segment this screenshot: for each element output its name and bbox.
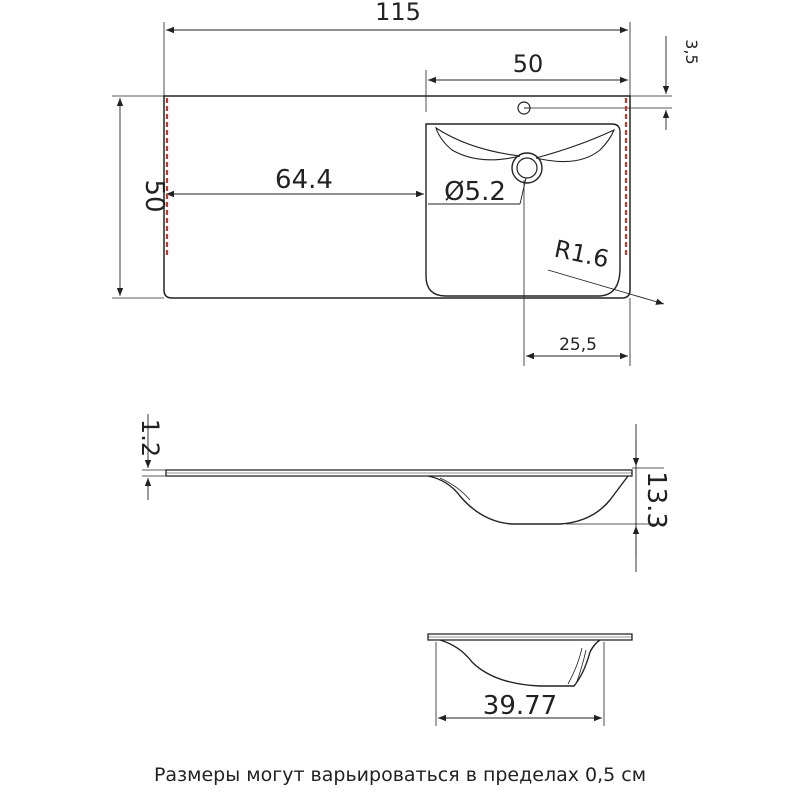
dim-bowl-width: 50 bbox=[512, 50, 544, 78]
front-bowl-profile bbox=[440, 640, 600, 686]
dim-bowl-side-width: 39.77 bbox=[482, 691, 558, 721]
dim-left-shelf: 64.4 bbox=[275, 165, 333, 195]
dim-corner-radius: R1.6 bbox=[551, 234, 612, 274]
drain-inner bbox=[517, 158, 537, 178]
dim-total-length: 115 bbox=[375, 0, 421, 26]
radius-leader bbox=[548, 270, 664, 304]
dim-top-thickness: 1.2 bbox=[136, 418, 164, 458]
dim-bowl-height: 13.3 bbox=[641, 471, 671, 529]
footer-note: Размеры могут варьироваться в пределах 0,5 см bbox=[153, 764, 647, 786]
side-view bbox=[142, 414, 664, 572]
countertop-outline bbox=[164, 96, 630, 298]
dim-drain-diameter: Ø5.2 bbox=[444, 177, 506, 207]
dim-drain-offset: 25,5 bbox=[559, 335, 597, 355]
top-view bbox=[112, 22, 672, 366]
side-bowl-profile bbox=[428, 476, 628, 524]
dim-depth: 50 bbox=[139, 179, 169, 213]
dim-faucet-offset: 3,5 bbox=[682, 39, 701, 65]
